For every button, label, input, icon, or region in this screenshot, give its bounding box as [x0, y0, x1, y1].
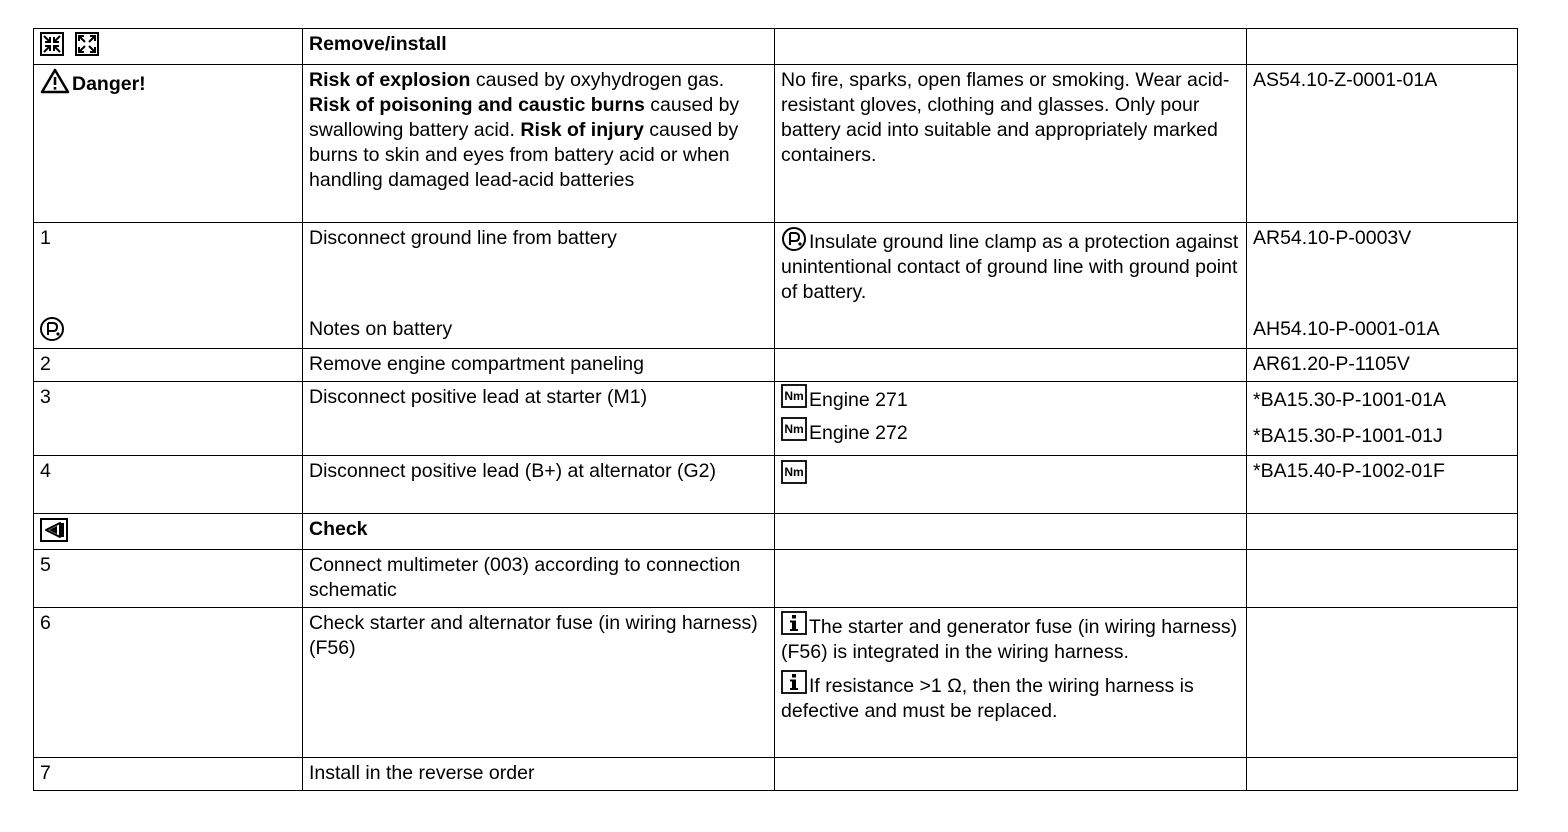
- check-row: [34, 514, 1518, 550]
- torque-cell: [775, 456, 1247, 514]
- header-icons-cell: [34, 29, 303, 65]
- step-ref-cell: [1247, 758, 1518, 791]
- risk-injury-title: Risk of injury: [520, 119, 644, 141]
- step-row: [34, 456, 1518, 514]
- install-icon: [75, 32, 99, 56]
- step-text: Check starter and alternator fuse (in wiring harness) (F56): [303, 608, 775, 758]
- step-number: 4: [34, 456, 303, 514]
- nm-torque-icon: [781, 460, 807, 484]
- torque-engine-272: Engine 272: [809, 422, 908, 444]
- nm-torque-icon: [781, 417, 807, 441]
- step-ref-link[interactable]: *BA15.40-P-1002-01F: [1247, 456, 1518, 514]
- step-number: 3: [34, 382, 303, 456]
- danger-measures: No fire, sparks, open flames or smoking. Wear acid-resistant gloves, clothing and glasses. Only pour battery acid into suitable and appropriately marked containers.: [775, 65, 1247, 223]
- risk-explosion-text: caused by oxyhydrogen gas.: [470, 69, 725, 91]
- note-circle-icon: [781, 226, 807, 252]
- step-row: [34, 608, 1518, 758]
- info-resistance-text: If resistance >1 Ω, then the wiring harness is defective and must be replaced.: [781, 675, 1194, 722]
- step-number: 6: [34, 608, 303, 758]
- ref-engine-271-link[interactable]: *BA15.30-P-1001-01A: [1253, 389, 1446, 411]
- info-icon: [781, 670, 807, 694]
- danger-label-cell: [34, 65, 303, 223]
- header-title: Remove/install: [303, 29, 775, 65]
- danger-ref-link[interactable]: AS54.10-Z-0001-01A: [1247, 65, 1518, 223]
- step-row: [34, 758, 1518, 791]
- step-number: 5: [34, 550, 303, 608]
- info-cell: [775, 608, 1247, 758]
- step-text: Disconnect ground line from battery: [309, 227, 617, 249]
- svg-text:Nm: Nm: [784, 464, 804, 479]
- svg-text:Nm: Nm: [784, 422, 804, 436]
- step-ref-link[interactable]: AR61.20-P-1105V: [1247, 349, 1518, 382]
- torque-line: [781, 415, 1241, 452]
- remove-icon: [40, 32, 64, 56]
- step-ref-cell: [1247, 223, 1518, 349]
- check-empty-cell: [1247, 514, 1518, 550]
- step-ref-cell: [1247, 550, 1518, 608]
- step-text: Disconnect positive lead (B+) at alternator (G2): [303, 456, 775, 514]
- header-row: [34, 29, 1518, 65]
- check-icon: [40, 518, 68, 542]
- step-text: Disconnect positive lead at starter (M1): [303, 382, 775, 456]
- info-line: [781, 670, 1241, 724]
- check-title: Check: [303, 514, 775, 550]
- step-ref-link[interactable]: AR54.10-P-0003V: [1253, 227, 1412, 249]
- step-note: Insulate ground line clamp as a protection against unintentional contact of ground line with ground point of battery.: [781, 231, 1239, 303]
- svg-text:Nm: Nm: [784, 389, 804, 403]
- step-number-cell: [34, 223, 303, 349]
- step-number: 2: [34, 349, 303, 382]
- step-note-cell: [775, 223, 1247, 349]
- step-note-cell: [775, 550, 1247, 608]
- danger-label: Danger!: [72, 73, 146, 95]
- info-fuse-text: The starter and generator fuse (in wiring harness) (F56) is integrated in the wiring harness.: [781, 616, 1238, 663]
- step-text: Install in the reverse order: [303, 758, 775, 791]
- risk-explosion-title: Risk of explosion: [309, 69, 471, 91]
- step-text-cell: [303, 223, 775, 349]
- risk-poisoning-text: caused by swallowing battery acid.: [309, 94, 740, 141]
- step-row: [34, 349, 1518, 382]
- danger-row: [34, 65, 1518, 223]
- ref-engine-272-link[interactable]: *BA15.30-P-1001-01J: [1253, 425, 1443, 447]
- info-line: [781, 611, 1241, 665]
- step-row: [34, 223, 1518, 349]
- check-empty-cell: [775, 514, 1247, 550]
- nm-torque-icon: [781, 384, 807, 408]
- step-number: 7: [34, 758, 303, 791]
- torque-engine-271: Engine 271: [809, 389, 908, 411]
- step-subref-link[interactable]: AH54.10-P-0001-01A: [1253, 318, 1440, 340]
- step-row: [34, 550, 1518, 608]
- check-icon-cell: [34, 514, 303, 550]
- info-icon: [781, 611, 807, 635]
- step-note-cell: [775, 349, 1247, 382]
- step-text: Connect multimeter (003) according to connection schematic: [303, 550, 775, 608]
- warning-triangle-icon: [40, 68, 70, 94]
- step-ref-cell: [1247, 382, 1518, 456]
- step-note-cell: [775, 758, 1247, 791]
- note-circle-icon: [39, 316, 65, 342]
- torque-line: [781, 382, 1241, 419]
- procedure-table: [33, 28, 1518, 791]
- step-subtext: Notes on battery: [309, 318, 453, 340]
- risk-poisoning-title: Risk of poisoning and caustic burns: [309, 94, 645, 116]
- header-empty-cell: [775, 29, 1247, 65]
- danger-description: [303, 65, 775, 223]
- step-row: [34, 382, 1518, 456]
- torque-cell: [775, 382, 1247, 456]
- step-number: 1: [40, 227, 51, 249]
- header-empty-cell: [1247, 29, 1518, 65]
- step-text: Remove engine compartment paneling: [303, 349, 775, 382]
- step-ref-cell: [1247, 608, 1518, 758]
- risk-injury-text: caused by burns to skin and eyes from battery acid or when handling damaged lead-acid batteries: [309, 119, 739, 191]
